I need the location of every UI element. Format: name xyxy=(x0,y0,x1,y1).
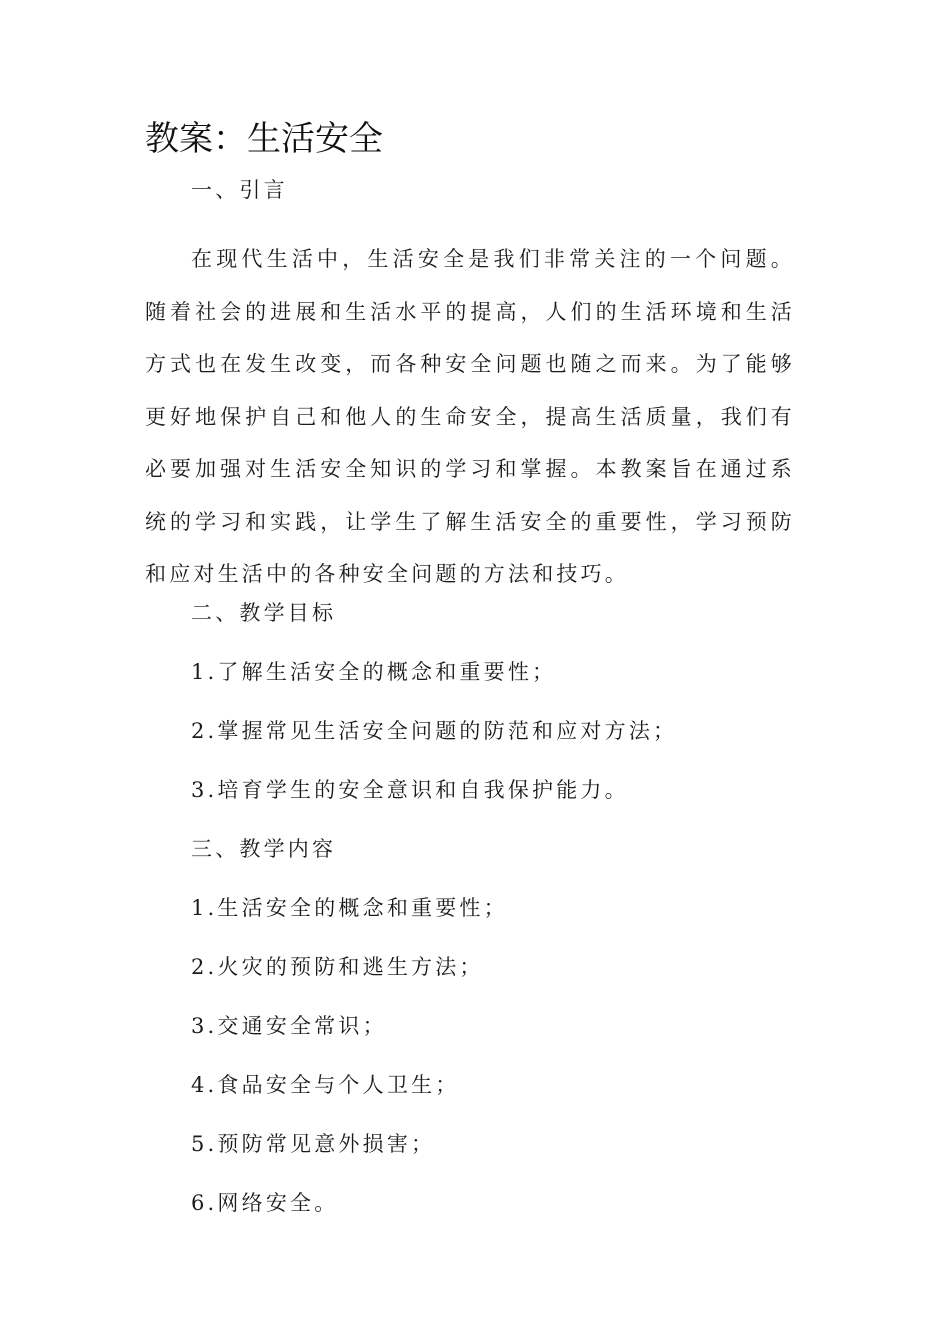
section-heading-content: 三、教学内容 xyxy=(191,837,337,861)
objective-item: 1.了解生活安全的概念和重要性； xyxy=(191,660,557,684)
content-item: 4.食品安全与个人卫生； xyxy=(191,1073,460,1097)
content-item: 2.火灾的预防和逃生方法； xyxy=(191,955,484,979)
section-heading-objectives: 二、教学目标 xyxy=(191,601,337,625)
objective-item: 2.掌握常见生活安全问题的防范和应对方法； xyxy=(191,719,678,743)
content-item: 3.交通安全常识； xyxy=(191,1014,387,1038)
section-heading-introduction: 一、引言 xyxy=(191,178,288,202)
content-item: 6.网络安全。 xyxy=(191,1191,339,1215)
content-item: 5.预防常见意外损害； xyxy=(191,1132,436,1156)
objective-item: 3.培育学生的安全意识和自我保护能力。 xyxy=(191,778,629,802)
document-title: 教案：生活安全 xyxy=(145,119,383,159)
introduction-paragraph: 在现代生活中，生活安全是我们非常关注的一个问题。随着社会的进展和生活水平的提高，人们的生活环境和生活方式也在发生改变，而各种安全问题也随之而来。为了能够更好地保护自己和他人的生命安全，提高生活质量，我们有必要加强对生活安全知识的学习和掌握。本教案旨在通过系统的学习和实践，让学生了解生活安全的重要性，学习预防和应对生活中的各种安全问题的方法和技巧。 xyxy=(145,247,795,586)
content-item: 1.生活安全的概念和重要性； xyxy=(191,896,508,920)
